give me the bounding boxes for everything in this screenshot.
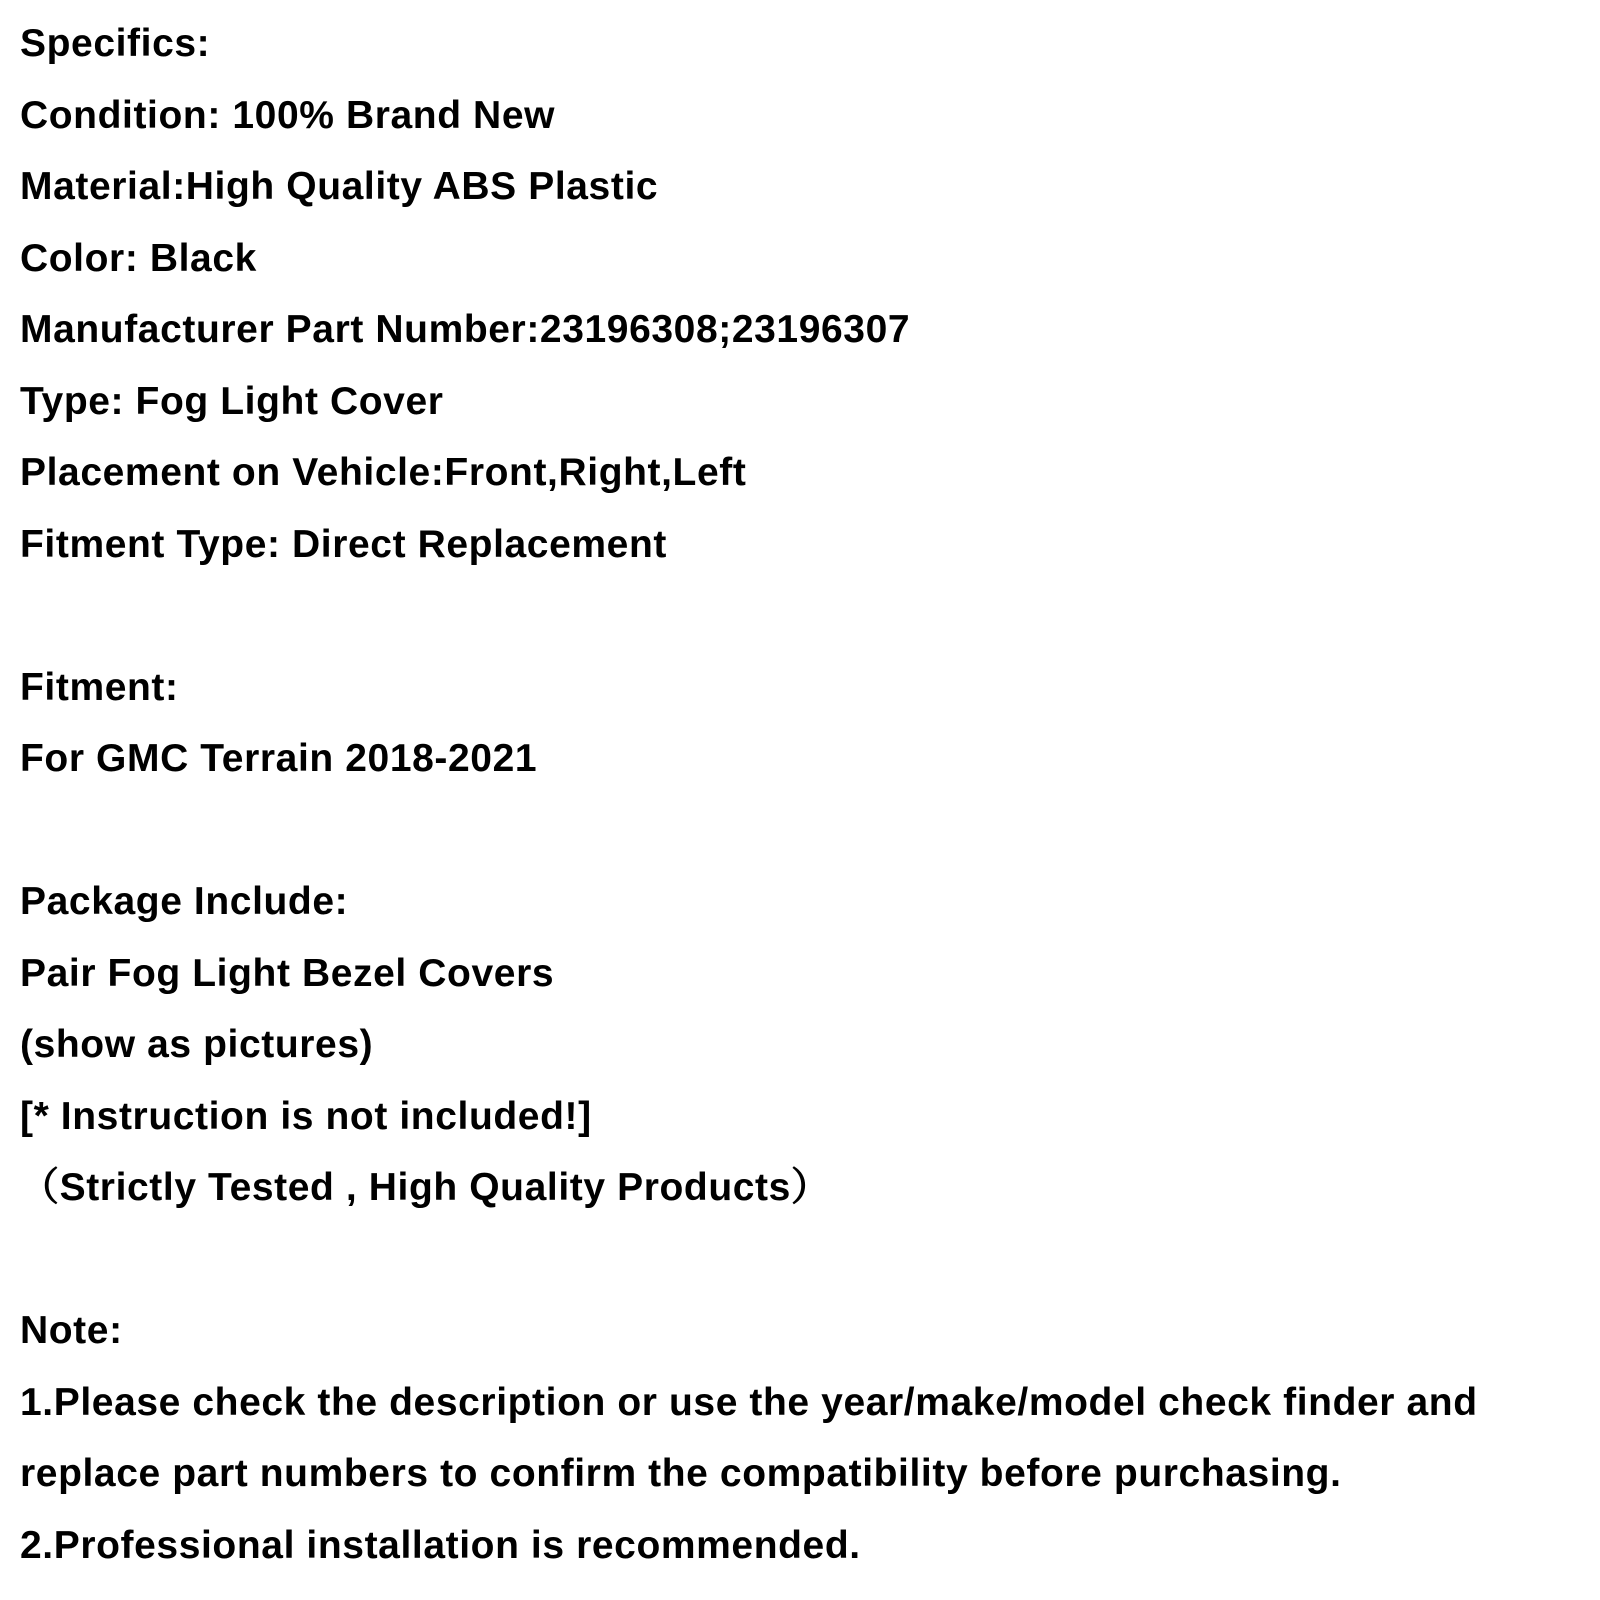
specifics-heading: Specifics: [20, 22, 211, 65]
note-line-3: 2.Professional installation is recommended. [20, 1523, 861, 1567]
note-line-1: 1.Please check the description or use the year/make/model check finder and [20, 1380, 1478, 1424]
package-tested-line: （Strictly Tested , High Quality Products） [20, 1166, 831, 1209]
part-number-line: Manufacturer Part Number:23196308;23196307 [20, 308, 911, 351]
material-line: Material:High Quality ABS Plastic [20, 165, 659, 208]
color-line: Color: Black [20, 236, 257, 280]
package-show-line: (show as pictures) [20, 1023, 374, 1066]
product-description [20, 18, 1580, 1591]
spacer [20, 805, 1580, 877]
note-line-2: replace part numbers to confirm the compatibility before purchasing. [20, 1452, 1342, 1495]
type-line: Type: Fog Light Cover [20, 379, 444, 423]
spacer [20, 590, 1580, 662]
note-heading: Note: [20, 1309, 123, 1352]
package-heading: Package Include: [20, 880, 349, 923]
placement-line: Placement on Vehicle:Front,Right,Left [20, 451, 747, 494]
fitment-heading: Fitment: [20, 665, 179, 709]
spacer [20, 1234, 1580, 1306]
condition-line: Condition: 100% Brand New [20, 93, 556, 137]
fitment-type-line: Fitment Type: Direct Replacement [20, 522, 667, 566]
package-instruction-line: [* Instruction is not included!] [20, 1094, 592, 1138]
package-item-line: Pair Fog Light Bezel Covers [20, 951, 555, 995]
fitment-vehicle-line: For GMC Terrain 2018-2021 [20, 737, 538, 780]
